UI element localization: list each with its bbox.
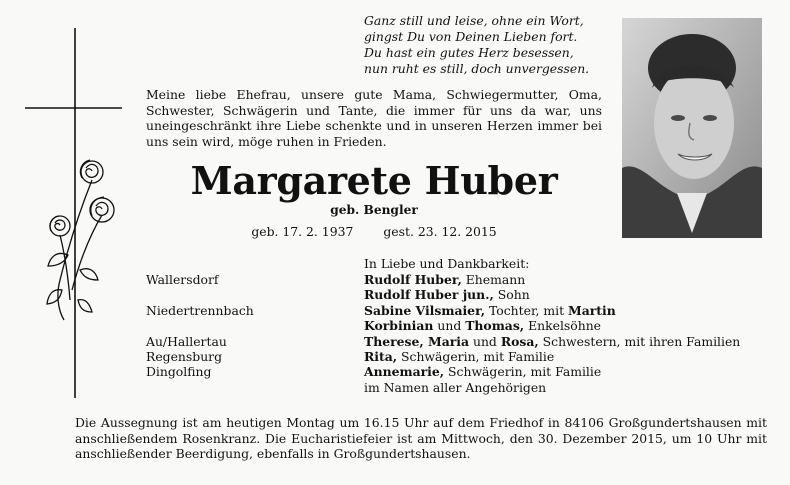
intro-text: Meine liebe Ehefrau, unsere gute Mama, Schwiegermutter, Oma, Schwester, Schwägerin und Tante, die immer für uns da war, uns uneingeschränkt ihre Liebe schenkte und in unseren Herzen immer bei uns sein wird, möge ruhen in Frieden. xyxy=(146,87,602,149)
mourner-relation: Enkelsöhne xyxy=(524,318,602,334)
mourner-line xyxy=(364,380,546,395)
poem-line: gingst Du von Deinen Lieben fort. xyxy=(364,29,578,44)
mourner-place: Regensburg xyxy=(146,349,223,365)
mourner-row xyxy=(146,364,766,379)
mourner-line xyxy=(364,334,740,349)
mourner-line xyxy=(364,318,601,333)
mourner-place xyxy=(146,287,364,302)
mourner-place: Niedertrennbach xyxy=(146,302,254,318)
death-date: gest. 23. 12. 2015 xyxy=(383,224,497,239)
mourners-list xyxy=(146,272,766,395)
mourner-name: Rudolf Huber, xyxy=(364,272,462,287)
mourner-line xyxy=(364,303,616,318)
mourner-line xyxy=(364,349,554,364)
mourner-relation: und xyxy=(469,333,501,349)
poem-line: nun ruht es still, doch unvergessen. xyxy=(364,61,590,76)
mourner-row xyxy=(146,380,766,395)
mourner-name: Sabine Vilsmaier, xyxy=(364,302,486,318)
birth-date: geb. 17. 2. 1937 xyxy=(251,224,354,239)
mourner-relation: Schwägerin, mit Familie xyxy=(397,349,555,365)
life-dates xyxy=(146,224,602,239)
mourner-name: Annemarie, xyxy=(364,364,445,380)
maiden-name: geb. Bengler xyxy=(330,203,418,217)
mourner-row xyxy=(146,287,766,302)
mourner-relation: Ehemann xyxy=(461,272,526,287)
deceased-name: Margarete Huber xyxy=(190,158,558,203)
mourner-line xyxy=(364,364,601,379)
mourner-line xyxy=(364,272,525,287)
mourner-name: Therese, Maria xyxy=(364,333,470,349)
poem-line: Du hast ein gutes Herz besessen, xyxy=(364,45,574,60)
mourner-relation: im Namen aller Angehörigen xyxy=(364,379,547,395)
mourner-row xyxy=(146,303,766,318)
mourner-name: Rita, xyxy=(364,349,398,365)
mourner-relation: Schwägerin, mit Familie xyxy=(444,364,602,380)
mourner-place: Dingolfing xyxy=(146,364,212,380)
mourner-name: Thomas, xyxy=(465,318,525,334)
mourner-place: Au/Hallertau xyxy=(146,333,227,349)
mourner-place xyxy=(146,318,364,333)
mourner-line xyxy=(364,287,530,302)
mourner-relation: Sohn xyxy=(493,287,530,303)
mourner-row xyxy=(146,334,766,349)
mourner-relation: Tochter, mit xyxy=(485,302,569,318)
mourner-place xyxy=(146,380,364,395)
thanks-heading: In Liebe und Dankbarkeit: xyxy=(364,256,530,271)
mourner-row xyxy=(146,318,766,333)
mourner-relation: und xyxy=(433,318,466,334)
mourner-name: Korbinian xyxy=(364,318,434,334)
funeral-details: Die Aussegnung ist am heutigen Montag um 16.15 Uhr auf dem Friedhof in 84106 Großgundertshausen mit anschließendem Rosenkranz. Die Eucharistiefeier ist am Mittwoch, den 30. Dezember 2015, um 10 Uhr mit anschließender Beerdigung, ebenfalls in Großgundertshausen. xyxy=(75,415,767,462)
poem xyxy=(364,13,614,77)
mourner-relation: Schwestern, mit ihren Familien xyxy=(538,333,741,349)
mourner-name: Rosa, xyxy=(500,333,539,349)
cross-with-roses-icon xyxy=(20,20,132,400)
mourner-row xyxy=(146,349,766,364)
mourner-name: Martin xyxy=(568,302,616,318)
mourner-place: Wallersdorf xyxy=(146,272,219,287)
portrait-photo xyxy=(622,18,762,238)
mourner-name: Rudolf Huber jun., xyxy=(364,287,494,303)
poem-line: Ganz still und leise, ohne ein Wort, xyxy=(364,13,584,28)
mourner-row xyxy=(146,272,766,287)
